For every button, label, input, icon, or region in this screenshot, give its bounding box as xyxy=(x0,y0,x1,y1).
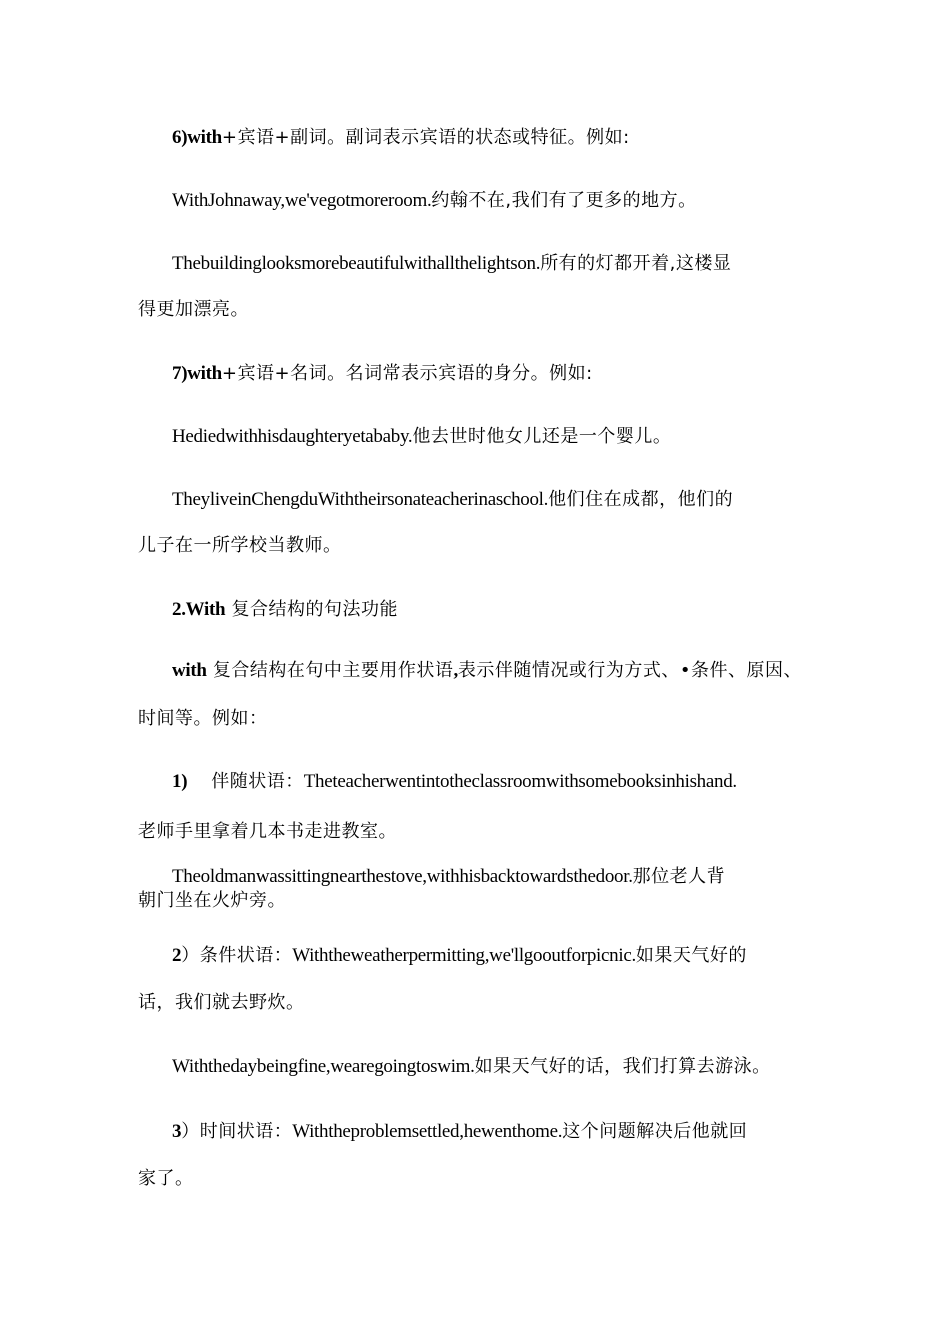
intro-text-b: 表示伴随情况或行为方式、•条件、原因、 xyxy=(457,660,803,681)
item-1-number: 1) xyxy=(172,771,188,792)
item-2-line xyxy=(172,944,747,968)
example-chinese: 约翰不在,我们有了更多的地方。 xyxy=(431,190,697,211)
example-english: Theteacherwentintotheclassroomwithsomebooksinhishand. xyxy=(303,771,737,792)
example-english: Withthedaybeingfine,wearegoingtoswim. xyxy=(172,1056,475,1077)
item-3-example-1-continued: 家了。 xyxy=(138,1168,194,1189)
example-english: WithJohnaway,we'vegotmoreroom. xyxy=(172,190,432,211)
part-2-intro xyxy=(172,659,802,683)
item-2-example-2 xyxy=(172,1055,771,1079)
example-english: Withtheweatherpermitting,we'llgooutforpicnic. xyxy=(292,945,636,966)
example-chinese: 如果天气好的 xyxy=(635,945,747,966)
section-7-number: 7)with xyxy=(172,363,222,384)
example-english: Hediedwithhisdaughteryetababy. xyxy=(172,426,413,447)
example-chinese: 如果天气好的话，我们打算去游泳。 xyxy=(474,1056,771,1077)
section-7-example-2 xyxy=(172,488,733,512)
item-3-label: ）时间状语： xyxy=(181,1121,293,1142)
section-7-example-2-continued: 儿子在一所学校当教师。 xyxy=(138,535,342,556)
section-6-example-1 xyxy=(172,189,697,213)
example-chinese: 这个问题解决后他就回 xyxy=(562,1121,748,1142)
intro-comma: , xyxy=(453,660,458,681)
item-2-number: 2 xyxy=(172,945,182,966)
example-english: Withtheproblemsettled,hewenthome. xyxy=(292,1121,563,1142)
part-2-number: 2.With xyxy=(172,599,226,620)
item-3-line xyxy=(172,1120,747,1144)
example-english: Thebuildinglooksmorebeautifulwithallthelightson. xyxy=(172,253,541,274)
example-chinese: 他们住在成都，他们的 xyxy=(548,489,734,510)
item-2-example-1-continued: 话，我们就去野炊。 xyxy=(138,992,305,1013)
item-2-label: ）条件状语： xyxy=(181,945,293,966)
section-6-title: +宾语+副词。副词表示宾语的状态或特征。例如: xyxy=(221,127,630,148)
part-2-heading xyxy=(172,598,398,622)
section-7-heading xyxy=(172,362,593,386)
item-1-example-2-continued: 朝门坐在火炉旁。 xyxy=(138,890,286,911)
section-6-number: 6)with xyxy=(172,127,222,148)
example-chinese: 他去世时他女儿还是一个婴儿。 xyxy=(412,426,672,447)
section-6-example-2-continued: 得更加漂亮。 xyxy=(138,299,249,320)
item-3-number: 3 xyxy=(172,1121,182,1142)
section-7-title: +宾语+名词。名词常表示宾语的身分。例如: xyxy=(221,363,593,384)
intro-keyword: with xyxy=(172,660,207,681)
example-chinese: 所有的灯都开着,这楼显 xyxy=(540,253,732,274)
example-english: TheyliveinChengduWiththeirsonateacherinaschool. xyxy=(172,489,549,510)
section-7-example-1 xyxy=(172,425,671,449)
section-6-example-2 xyxy=(172,252,731,276)
part-2-title: 复合结构的句法功能 xyxy=(225,599,399,620)
part-2-intro-continued: 时间等。例如： xyxy=(138,708,268,729)
item-1-line xyxy=(172,770,737,794)
example-chinese: 那位老人背 xyxy=(632,866,726,887)
section-6-heading xyxy=(172,126,630,150)
example-english: Theoldmanwassittingnearthestove,withhisbacktowardsthedoor. xyxy=(172,866,633,887)
item-1-example-2 xyxy=(172,865,725,889)
item-1-example-1-chinese: 老师手里拿着几本书走进教室。 xyxy=(138,821,397,842)
item-1-label: 伴随状语： xyxy=(211,771,304,792)
intro-text-a: 复合结构在句中主要用作状语 xyxy=(206,660,454,681)
